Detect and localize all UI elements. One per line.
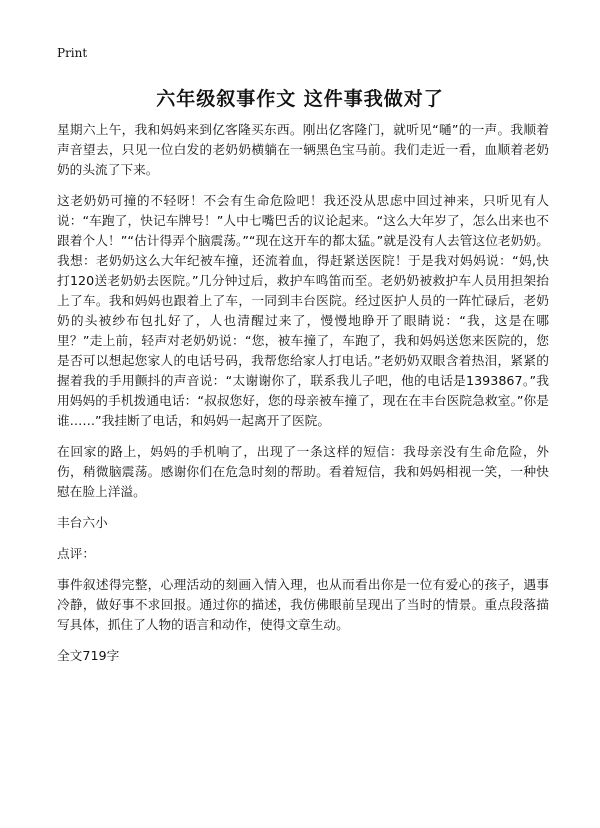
article-body (57, 120, 549, 677)
paragraph-2: 这老奶奶可撞的不轻呀！不会有生命危险吧！我还没从思虑中回过神来，只听见有人说：“车跑了，快记车牌号！”人中七嘴巴舌的议论起来。“这么大年岁了，怎么出来也不跟着个人！”“估计得弄个脑震荡。”“现在这开车的都太猛。”就是没有人去管这位老奶奶。我想：老奶奶这么大年纪被车撞，还流着血，得赶紧送医院！于是我对妈妈说：“妈,快打120送老奶奶去医院。”几分钟过后，救护车鸣笛而至。老奶奶被救护车人员用担架抬上了车。我和妈妈也跟着上了车，一同到丰台医院。经过医护人员的一阵忙碌后，老奶奶的头被纱布包扎好了，人也清醒过来了，慢慢地睁开了眼睛说：“我，这是在哪里？”走上前，轻声对老奶奶说：“您，被车撞了，车跑了，我和妈妈送您来医院的，您是否可以想起您家人的电话号码，我帮您给家人打电话。”老奶奶双眼含着热泪，紧紧的握着我的手用颤抖的声音说：“太谢谢你了，联系我儿子吧，他的电话是1393867。”我用妈妈的手机拨通电话：“叔叔您好，您的母亲被车撞了，现在在丰台医院急救室。”你是谁……”我挂断了电话，和妈妈一起离开了医院。 (57, 193, 549, 428)
page-title: 六年级叙事作文 这件事我做对了 (156, 88, 444, 110)
comment-label: 点评： (57, 546, 96, 561)
comment-text: 事件叙述得完整，心理活动的刻画入情入理，也从而看出你是一位有爱心的孩子，遇事冷静，做好事不求回报。通过你的描述，我仿佛眼前呈现出了当时的情景。重点段落描写具体，抓住了人物的语言和动作，使得文章生动。 (57, 577, 549, 632)
paragraph-1: 星期六上午，我和妈妈来到亿客隆买东西。刚出亿客隆门，就听见“嗵”的一声。我顺着声音望去，只见一位白发的老奶奶横躺在一辆黑色宝马前。我们走近一看，血顺着老奶奶的头流了下来。 (57, 122, 549, 177)
paragraph-3: 在回家的路上，妈妈的手机响了，出现了一条这样的短信：我母亲没有生命危险，外伤，稍微脑震荡。感谢你们在危急时刻的帮助。看着短信，我和妈妈相视一笑，一种快慰在脸上洋溢。 (57, 444, 549, 499)
word-count: 全文719字 (57, 648, 120, 663)
print-link[interactable]: Print (57, 46, 88, 60)
author-line: 丰台六小 (57, 515, 108, 530)
